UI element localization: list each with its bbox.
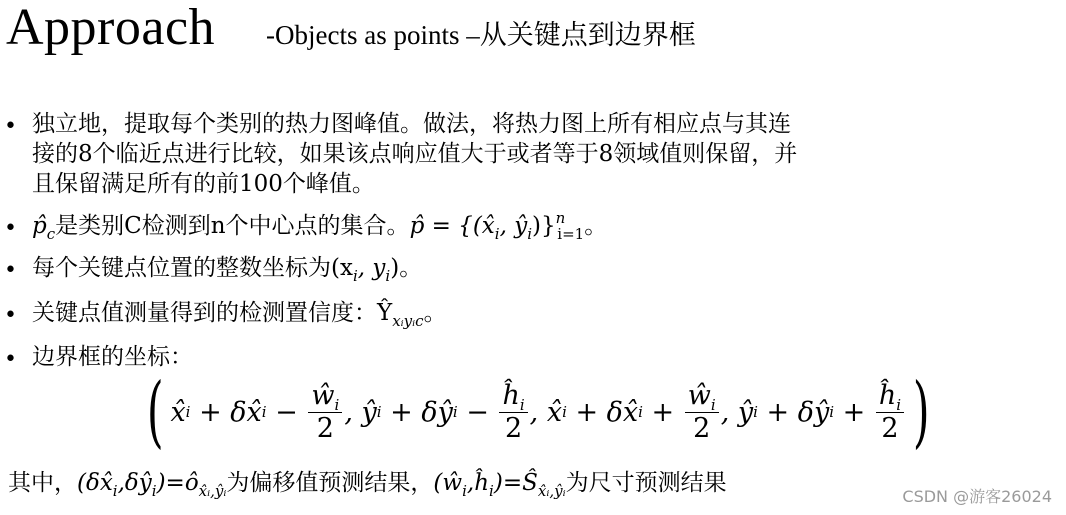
p-hat-symbol: p̂ xyxy=(32,213,47,239)
slide-subtitle: -Objects as points –从关键点到边界框 xyxy=(266,20,696,50)
watermark: CSDN @游客26024 xyxy=(902,487,1052,506)
coord-expression: ($x_i$, $y_i$) xyxy=(331,255,400,285)
bullet3: 每个关键点位置的整数坐标为($x_i$, $y_i$)。 xyxy=(32,255,423,285)
bbox-formula: ( x̂ i + δx̂ i − $\frac{ŵ_i}{2}$ , ŷ i + δŷ i − $\frac{ĥ_i}{2}$ , x̂ i + δx̂ i + $\frac{ŵ_i}{2}$ , ŷ i + δŷ i + $\frac{ĥ_i}{2}$ ) xyxy=(146,367,930,457)
bullet2-text: 是类别C检测到n个中心点的集合。 xyxy=(55,213,410,239)
set-expression: p̂ = {($x̂_i$, $ŷ_i)\}^n_{i=1}$ xyxy=(409,209,585,243)
explanation-line: 其中，$(\delta x̂_i,\delta ŷ_i)=ô_{x̂ᵢ,ŷᵢ}$为偏移值预测结果，$(ŵ_i,ĥ_i)=Ŝ_{x̂ᵢ,ŷᵢ}$为尺寸预测结果 xyxy=(8,470,727,500)
bullet5-text: 边界框的坐标： xyxy=(32,344,193,370)
slide-title: Approach xyxy=(6,0,216,56)
bullet-marker: • xyxy=(4,258,17,283)
y-hat-symbol: Ŷ xyxy=(377,300,393,326)
bullet3-text: 每个关键点位置的整数坐标为 xyxy=(32,255,331,281)
bullet2: $p̂_c$是类别C检测到n个中心点的集合。p̂ = {($x̂_i$, $ŷ_i)\}^n_{i=1}$。 xyxy=(32,209,608,243)
fraction: $\frac{ĥ_i}{2}$ xyxy=(876,380,904,445)
bullet-marker: • xyxy=(4,303,17,328)
subscript: c xyxy=(46,225,56,243)
bullet-marker: • xyxy=(4,216,17,241)
bullet1-line3: 且保留满足所有的前100个峰值。 xyxy=(32,171,375,197)
bullet-marker: • xyxy=(4,114,17,139)
subscript: xᵢyᵢc xyxy=(392,312,424,330)
bullet1-line2: 接的8个临近点进行比较，如果该点响应值大于或者等于8领域值则保留，并 xyxy=(32,141,798,167)
bullet4: 关键点值测量得到的检测置信度：$Ŷ_{xᵢyᵢc}$。 xyxy=(32,300,447,330)
fraction: $\frac{ŵ_i}{2}$ xyxy=(685,380,719,445)
fraction: $\frac{ĥ_i}{2}$ xyxy=(499,380,527,445)
bullet4-text: 关键点值测量得到的检测置信度： xyxy=(32,300,377,326)
bullet-marker: • xyxy=(4,347,17,372)
bullet1-line1: 独立地，提取每个类别的热力图峰值。做法，将热力图上所有相应点与其连 xyxy=(32,111,791,137)
fraction: $\frac{ŵ_i}{2}$ xyxy=(308,380,342,445)
